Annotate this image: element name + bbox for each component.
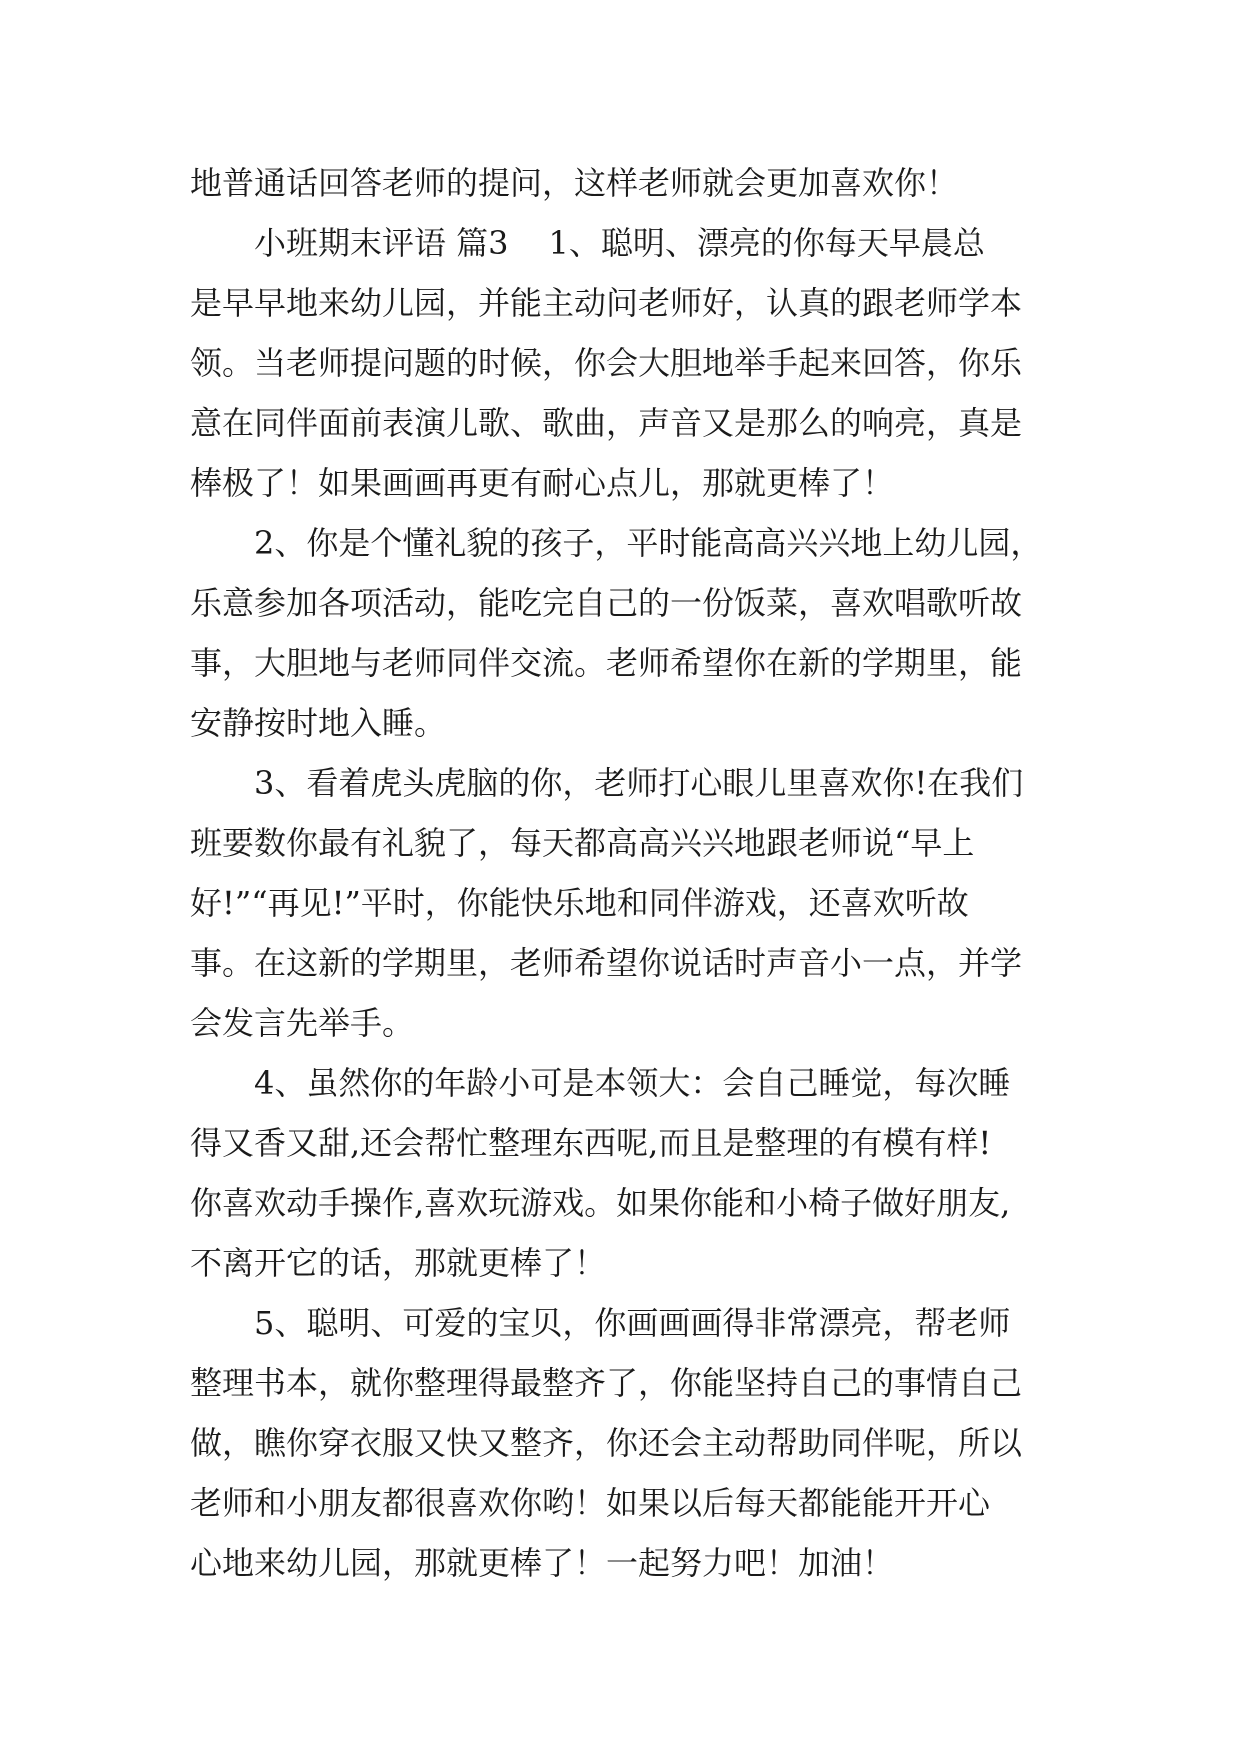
text-line: 棒极了！如果画画再更有耐心点儿，那就更棒了！: [190, 464, 895, 502]
text-line: 领。当老师提问题的时候，你会大胆地举手起来回答，你乐: [190, 344, 1023, 382]
text-line: 好!”“再见!”平时，你能快乐地和同伴游戏，还喜欢听故: [190, 884, 969, 922]
text-line: 整理书本，就你整理得最整齐了，你能坚持自己的事情自己: [190, 1364, 1023, 1402]
text-line: 你喜欢动手操作,喜欢玩游戏。如果你能和小椅子做好朋友,: [190, 1184, 1011, 1222]
text-line: 是早早地来幼儿园，并能主动问老师好，认真的跟老师学本: [190, 284, 1023, 322]
section-heading-line: [254, 223, 1134, 263]
text-line: 2、你是个懂礼貌的孩子，平时能高高兴兴地上幼儿园，: [254, 524, 1043, 562]
text-line: 事。在这新的学期里，老师希望你说话时声音小一点，并学: [190, 944, 1023, 982]
text-line: 心地来幼儿园，那就更棒了！一起努力吧！加油！: [190, 1544, 895, 1582]
text-line: 安静按时地入睡。: [190, 704, 447, 742]
text-line: 做，瞧你穿衣服又快又整齐，你还会主动帮助同伴呢，所以: [190, 1424, 1023, 1462]
text-line: 地普通话回答老师的提问，这样老师就会更加喜欢你！: [190, 164, 959, 202]
section-heading: 小班期末评语 篇3: [254, 224, 509, 262]
text-line: 班要数你最有礼貌了，每天都高高兴兴地跟老师说“早上: [190, 824, 975, 862]
paragraph-start: 1、聪明、漂亮的你每天早晨总: [548, 224, 985, 262]
text-line: 意在同伴面前表演儿歌、歌曲，声音又是那么的响亮，真是: [190, 404, 1023, 442]
text-line: 老师和小朋友都很喜欢你哟！如果以后每天都能能开开心: [190, 1484, 991, 1522]
text-line: 3、看着虎头虎脑的你，老师打心眼儿里喜欢你!在我们: [254, 764, 1024, 802]
text-line: 乐意参加各项活动，能吃完自己的一份饭菜，喜欢唱歌听故: [190, 584, 1023, 622]
text-line: 得又香又甜,还会帮忙整理东西呢,而且是整理的有模有样!: [190, 1124, 992, 1162]
text-line: 会发言先举手。: [190, 1004, 415, 1042]
text-line: 4、虽然你的年龄小可是本领大：会自己睡觉，每次睡: [254, 1064, 1011, 1102]
text-line: 5、聪明、可爱的宝贝，你画画画得非常漂亮，帮老师: [254, 1304, 1011, 1342]
text-line: 不离开它的话，那就更棒了！: [190, 1244, 607, 1282]
text-line: 事，大胆地与老师同伴交流。老师希望你在新的学期里，能: [190, 644, 1023, 682]
